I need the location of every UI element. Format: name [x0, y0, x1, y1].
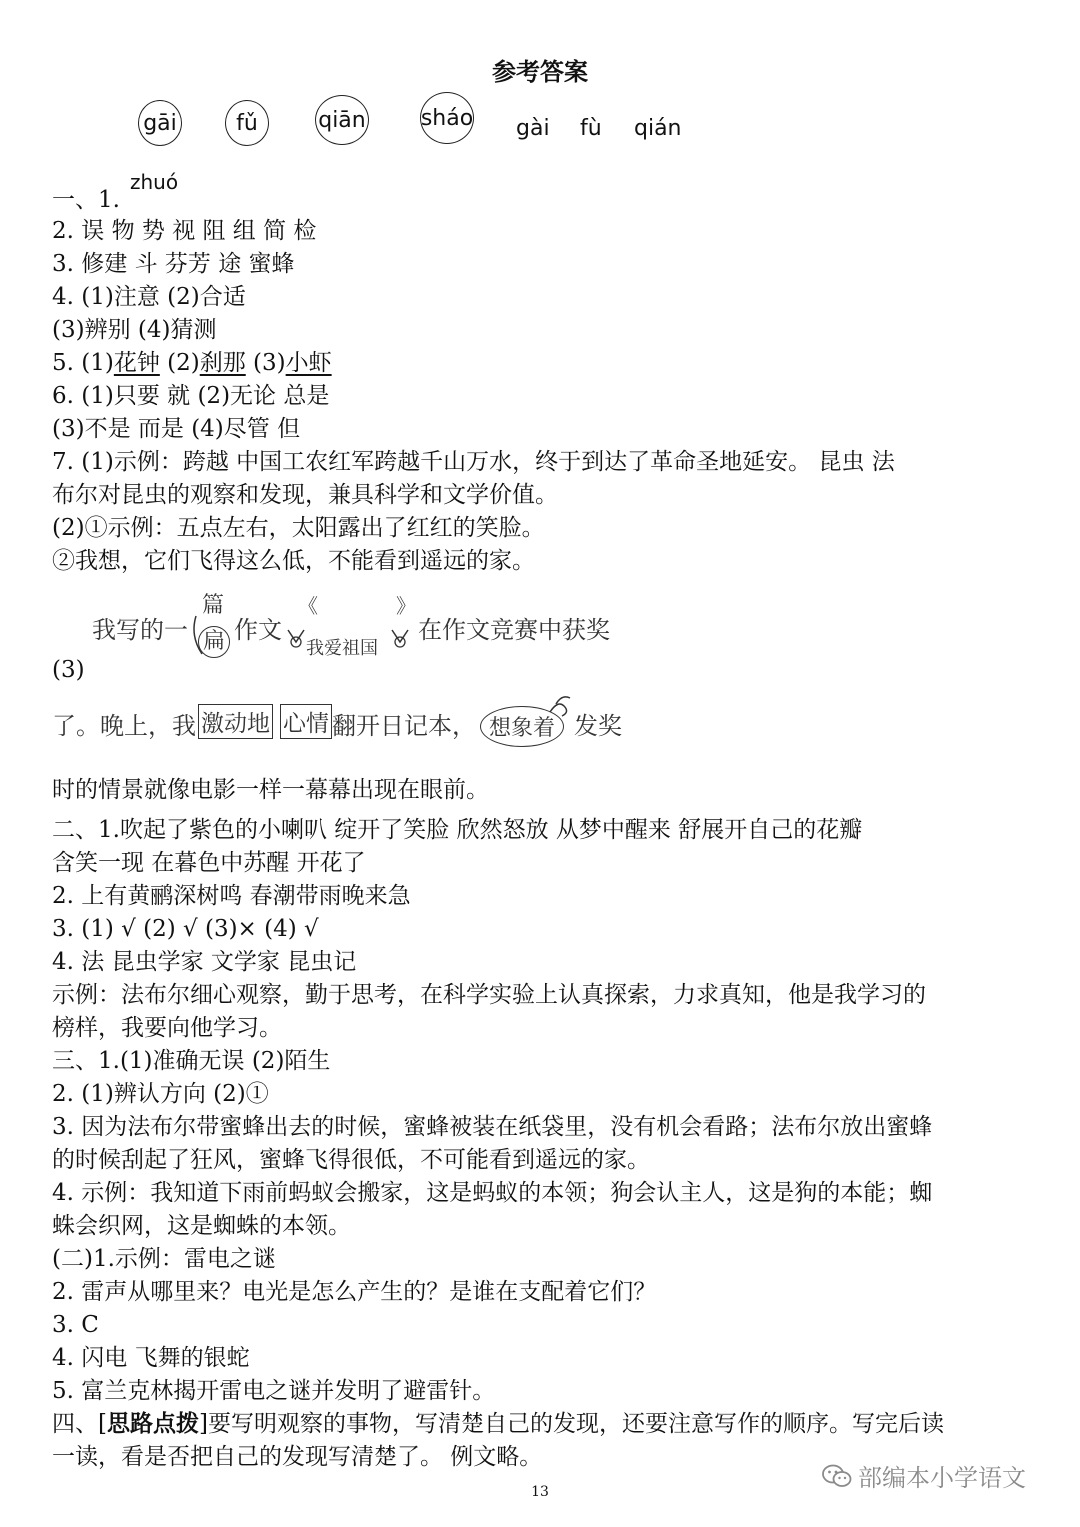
line-29: 2. 雷声从哪里来？电光是怎么产生的？是谁在支配着它们？: [52, 1279, 657, 1305]
corr1-inserted: 我爱祖国: [306, 638, 378, 659]
line-31: 4. 闪电 飞舞的银蛇: [52, 1345, 250, 1371]
line-4: 4. (1)注意 (2)合适: [52, 284, 246, 310]
pinyin-plain-2: fù: [580, 116, 602, 141]
line-13: (3): [52, 657, 85, 683]
line-6-mid1: (2): [159, 350, 200, 376]
pinyin-circle-2: fǔ: [225, 100, 269, 146]
line-11: (2)①示例：五点左右，太阳露出了红红的笑脸。: [52, 515, 545, 541]
line-5: (3)辨别 (4)猜测: [52, 317, 217, 343]
line-24: 3. 因为法布尔带蜜蜂出去的时候，蜜蜂被装在纸袋里，没有机会看路；法布尔放出蜜蜂: [52, 1114, 933, 1140]
pinyin-circle-1: gāi: [138, 100, 182, 146]
line-33: [52, 1408, 944, 1440]
watermark-text: 部编本小学语文: [858, 1464, 1026, 1492]
corr2-mid: 翻开日记本，: [332, 712, 476, 740]
line-2: 2. 误 物 势 视 阻 组 简 检: [52, 218, 317, 244]
line-22: 三、1.(1)准确无误 (2)陌生: [52, 1048, 331, 1074]
pinyin-zhuo: zhuó: [130, 170, 179, 194]
line-25: 的时候刮起了狂风，蜜蜂飞得很低，不可能看到遥远的家。: [52, 1147, 650, 1173]
pinyin-plain-3: qián: [634, 116, 682, 141]
line-26: 4. 示例：我知道下雨前蚂蚁会搬家，这是蚂蚁的本领；狗会认主人，这是狗的本能；蜘: [52, 1180, 933, 1206]
line-12: ②我想，它们飞得这么低，不能看到遥远的家。: [52, 548, 535, 574]
corr2-pre: 了。晚上，我: [52, 712, 196, 740]
line-3: 3. 修建 斗 芬芳 途 蜜蜂: [52, 251, 295, 277]
line-28: (二)1.示例：雷电之谜: [52, 1246, 276, 1272]
insert-mark-icon: [92, 596, 652, 666]
page-title: 参考答案: [492, 58, 588, 86]
line-23: 2. (1)辨认方向 (2)①: [52, 1081, 269, 1107]
line-8: (3)不是 而是 (4)尽管 但: [52, 416, 301, 442]
answer-chana: 刹那: [199, 350, 246, 376]
corr1-pre: 我写的一: [92, 616, 188, 644]
correction-sentence-1: [92, 593, 652, 666]
line-6-mid2: (3): [245, 350, 286, 376]
answer-huazhong: 花钟: [113, 350, 160, 376]
line-33-c: ]要写明观察的事物，写清楚自己的发现，还要注意写作的顺序。写完后读: [198, 1411, 944, 1437]
line-21: 榜样，我要向他学习。: [52, 1015, 282, 1041]
correction-sentence-2: [52, 696, 672, 752]
line-32: 5. 富兰克林揭开雷电之谜并发明了避雷针。: [52, 1378, 496, 1404]
corr2-post: 发奖: [574, 712, 622, 740]
line-16: 含笑一现 在暮色中苏醒 开花了: [52, 850, 366, 876]
line-18: 3. (1) √ (2) √ (3)× (4) √: [52, 916, 319, 942]
line-34: 一读，看是否把自己的发现写清楚了。 例文略。: [52, 1444, 543, 1470]
line-20: 示例：法布尔细心观察，勤于思考，在科学实验上认真探索，力求真知，他是我学习的: [52, 982, 926, 1008]
pinyin-circle-3: qiān: [315, 95, 369, 145]
line-33-a: 四、[: [52, 1411, 107, 1437]
line-1: 一、1.: [52, 187, 120, 213]
corr2-boxed-1: 激动地: [198, 704, 273, 739]
line-17: 2. 上有黄鹂深树鸣 春潮带雨晚来急: [52, 883, 411, 909]
answer-xiaoxia: 小虾: [285, 350, 332, 376]
line-6: [52, 347, 332, 379]
corr1-open: 《: [298, 594, 318, 618]
line-19: 4. 法 昆虫学家 文学家 昆虫记: [52, 949, 357, 975]
corr2-boxed-2: 心情: [280, 704, 332, 739]
line-9: 7. (1)示例：跨越 中国工农红军跨越千山万水，终于到达了革命圣地延安。 昆虫 法: [52, 449, 895, 475]
line-7: 6. (1)只要 就 (2)无论 总是: [52, 383, 330, 409]
line-15: 二、1.吹起了紫色的小喇叭 绽开了笑脸 欣然怒放 从梦中醒来 舒展开自己的花瓣: [52, 817, 863, 843]
line-10: 布尔对昆虫的观察和发现，兼具科学和文学价值。: [52, 482, 558, 508]
pinyin-circle-4: sháo: [420, 92, 474, 144]
corr1-mid: 作文: [234, 616, 282, 644]
corr1-circled-char: 扁: [198, 626, 230, 658]
page-number: 13: [531, 1484, 549, 1500]
corr1-top-char: 篇: [202, 593, 225, 618]
line-27: 蛛会织网，这是蜘蛛的本领。: [52, 1213, 351, 1239]
swap-mark-icon: [52, 696, 672, 752]
corr2-circled: 想象着: [480, 706, 564, 747]
line-14: 时的情景就像电影一样一幕幕出现在眼前。: [52, 777, 489, 803]
line-30: 3. C: [52, 1312, 99, 1338]
line-6-pre: 5. (1): [52, 350, 114, 376]
corr1-post: 在作文竞赛中获奖: [418, 616, 610, 644]
corr1-close: 》: [396, 594, 416, 618]
hint-label: 思路点拨: [106, 1410, 199, 1437]
pinyin-plain-1: gài: [516, 116, 550, 141]
